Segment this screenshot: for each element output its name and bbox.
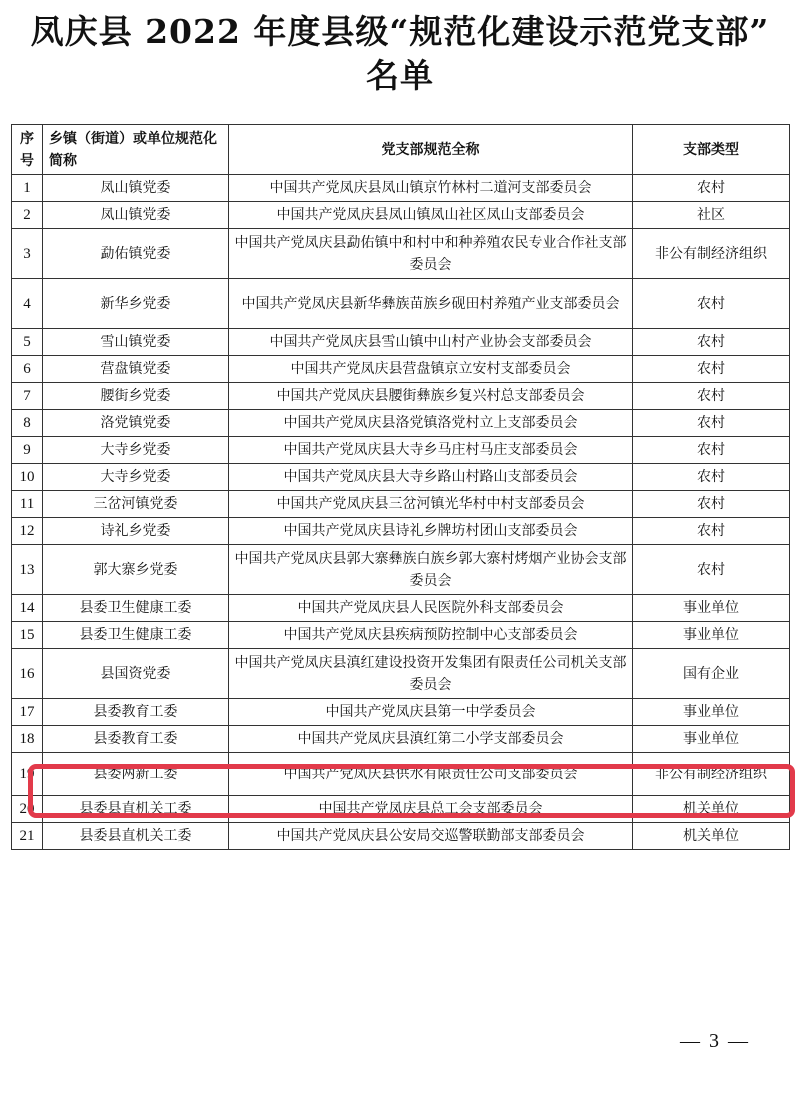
table-row [12,437,790,464]
row-branch-type: 事业单位 [633,726,790,753]
row-serial-number: 18 [12,726,43,753]
row-unit-short-name: 凤山镇党委 [43,175,229,202]
row-branch-full-name: 中国共产党凤庆县疾病预防控制中心支部委员会 [229,622,633,649]
row-branch-full-name: 中国共产党凤庆县滇红第二小学支部委员会 [229,726,633,753]
table-row [12,622,790,649]
row-branch-full-name: 中国共产党凤庆县大寺乡路山村路山支部委员会 [229,464,633,491]
row-branch-full-name: 中国共产党凤庆县供水有限责任公司支部委员会 [229,753,633,796]
table-row [12,796,790,823]
table-row [12,383,790,410]
row-serial-number: 3 [12,229,43,279]
row-branch-type: 农村 [633,437,790,464]
row-branch-type: 事业单位 [633,595,790,622]
row-unit-short-name: 大寺乡党委 [43,464,229,491]
row-branch-full-name: 中国共产党凤庆县大寺乡马庄村马庄支部委员会 [229,437,633,464]
row-serial-number: 7 [12,383,43,410]
table-row [12,699,790,726]
row-unit-short-name: 县委县直机关工委 [43,823,229,850]
header-serial-number: 序号 [12,125,43,175]
row-unit-short-name: 郭大寨乡党委 [43,545,229,595]
table-row [12,175,790,202]
row-branch-full-name: 中国共产党凤庆县新华彝族苗族乡砚田村养殖产业支部委员会 [229,279,633,329]
row-serial-number: 14 [12,595,43,622]
row-unit-short-name: 县委两新工委 [43,753,229,796]
row-unit-short-name: 县委卫生健康工委 [43,622,229,649]
row-branch-full-name: 中国共产党凤庆县雪山镇中山村产业协会支部委员会 [229,329,633,356]
row-serial-number: 13 [12,545,43,595]
row-branch-type: 农村 [633,518,790,545]
row-serial-number: 17 [12,699,43,726]
table-row [12,753,790,796]
row-branch-type: 事业单位 [633,622,790,649]
row-branch-type: 农村 [633,491,790,518]
row-branch-full-name: 中国共产党凤庆县郭大寨彝族白族乡郭大寨村烤烟产业协会支部委员会 [229,545,633,595]
row-branch-full-name: 中国共产党凤庆县总工会支部委员会 [229,796,633,823]
row-branch-full-name: 中国共产党凤庆县勐佑镇中和村中和种养殖农民专业合作社支部委员会 [229,229,633,279]
row-unit-short-name: 勐佑镇党委 [43,229,229,279]
row-unit-short-name: 县委教育工委 [43,726,229,753]
table-row [12,649,790,699]
row-branch-type: 社区 [633,202,790,229]
row-serial-number: 15 [12,622,43,649]
row-unit-short-name: 县委教育工委 [43,699,229,726]
row-branch-type: 机关单位 [633,796,790,823]
row-serial-number: 11 [12,491,43,518]
row-branch-type: 事业单位 [633,699,790,726]
row-branch-type: 农村 [633,329,790,356]
row-serial-number: 8 [12,410,43,437]
table-header-row [12,125,790,175]
row-unit-short-name: 县国资党委 [43,649,229,699]
table-row [12,491,790,518]
row-unit-short-name: 县委卫生健康工委 [43,595,229,622]
row-branch-full-name: 中国共产党凤庆县诗礼乡牌坊村团山支部委员会 [229,518,633,545]
row-branch-full-name: 中国共产党凤庆县人民医院外科支部委员会 [229,595,633,622]
table-row [12,464,790,491]
row-unit-short-name: 营盘镇党委 [43,356,229,383]
header-unit-short-name: 乡镇（街道）或单位规范化简称 [43,125,229,175]
row-unit-short-name: 诗礼乡党委 [43,518,229,545]
row-branch-type: 国有企业 [633,649,790,699]
row-branch-type: 农村 [633,410,790,437]
row-branch-full-name: 中国共产党凤庆县营盘镇京立安村支部委员会 [229,356,633,383]
table-body [12,175,790,850]
row-serial-number: 16 [12,649,43,699]
row-serial-number: 12 [12,518,43,545]
row-serial-number: 9 [12,437,43,464]
row-unit-short-name: 大寺乡党委 [43,437,229,464]
row-branch-full-name: 中国共产党凤庆县洛党镇洛党村立上支部委员会 [229,410,633,437]
table-row [12,595,790,622]
row-branch-full-name: 中国共产党凤庆县第一中学委员会 [229,699,633,726]
row-serial-number: 2 [12,202,43,229]
row-serial-number: 5 [12,329,43,356]
header-branch-full-name: 党支部规范全称 [229,125,633,175]
table-row [12,823,790,850]
row-branch-type: 农村 [633,279,790,329]
row-branch-full-name: 中国共产党凤庆县凤山镇凤山社区凤山支部委员会 [229,202,633,229]
row-branch-type: 农村 [633,175,790,202]
row-unit-short-name: 腰街乡党委 [43,383,229,410]
branch-roster-table [11,124,790,850]
page-number: — 3 — [680,1030,750,1052]
table-row [12,410,790,437]
row-branch-type: 农村 [633,545,790,595]
document-title-line-1: 凤庆县 2022 年度县级“规范化建设示范党支部” [30,12,770,51]
row-unit-short-name: 凤山镇党委 [43,202,229,229]
table-row [12,202,790,229]
header-branch-type: 支部类型 [633,125,790,175]
row-branch-type: 非公有制经济组织 [633,753,790,796]
row-serial-number: 19 [12,753,43,796]
row-branch-full-name: 中国共产党凤庆县滇红建设投资开发集团有限责任公司机关支部委员会 [229,649,633,699]
row-branch-full-name: 中国共产党凤庆县腰街彝族乡复兴村总支部委员会 [229,383,633,410]
row-serial-number: 10 [12,464,43,491]
row-branch-full-name: 中国共产党凤庆县公安局交巡警联勤部支部委员会 [229,823,633,850]
table-row [12,356,790,383]
table-row [12,518,790,545]
row-unit-short-name: 洛党镇党委 [43,410,229,437]
row-branch-type: 非公有制经济组织 [633,229,790,279]
row-serial-number: 1 [12,175,43,202]
table-row [12,726,790,753]
row-branch-type: 农村 [633,383,790,410]
row-serial-number: 4 [12,279,43,329]
row-serial-number: 6 [12,356,43,383]
row-branch-full-name: 中国共产党凤庆县三岔河镇光华村中村支部委员会 [229,491,633,518]
table-row [12,279,790,329]
row-serial-number: 21 [12,823,43,850]
row-serial-number: 20 [12,796,43,823]
row-branch-full-name: 中国共产党凤庆县凤山镇京竹林村二道河支部委员会 [229,175,633,202]
row-branch-type: 机关单位 [633,823,790,850]
row-unit-short-name: 雪山镇党委 [43,329,229,356]
row-unit-short-name: 新华乡党委 [43,279,229,329]
row-unit-short-name: 三岔河镇党委 [43,491,229,518]
table-row [12,329,790,356]
document-title-line-2: 名单 [366,56,434,95]
table-row [12,545,790,595]
row-branch-type: 农村 [633,464,790,491]
table-row [12,229,790,279]
row-unit-short-name: 县委县直机关工委 [43,796,229,823]
row-branch-type: 农村 [633,356,790,383]
